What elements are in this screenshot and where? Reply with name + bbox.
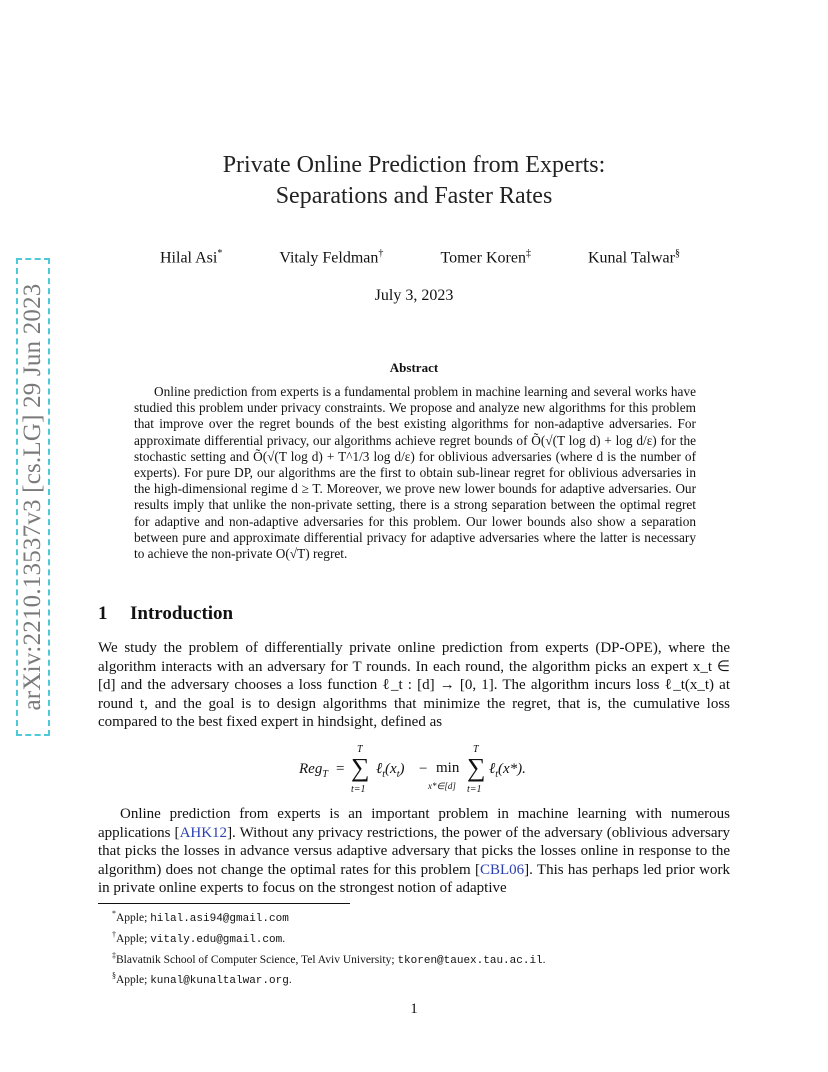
sum-upper-limit: T: [473, 744, 479, 755]
section-title: Introduction: [130, 603, 234, 624]
author: Hilal Asi*: [160, 248, 223, 267]
email-link[interactable]: kunal@kunaltalwar.org: [150, 975, 289, 988]
arxiv-stamp[interactable]: [16, 258, 50, 736]
footnotes: [112, 906, 546, 989]
abstract-text: Online prediction from experts is a fundamental problem in machine learning and several works have studied this problem under privacy constraints. We propose and analyze new algorithms for this problem that improve over the regret bounds of the best existing algorithms for non-adaptive adversaries. For approximate differential privacy, our algorithms achieve regret bounds of Õ(√(T log d) + log d/ε) for the stochastic setting and Õ(√(T log d) + T^1/3 log d/ε) for oblivious adversaries (where d is the number of experts). For pure DP, our algorithms are the first to obtain sub-linear regret for oblivious adversaries in the high-dimensional regime d ≥ T. Moreover, we prove new lower bounds for adaptive adversaries. Our results imply that unlike the non-private setting, there is a strong separation between the optimal regret for adaptive and non-adaptive adversaries for this problem. Our lower bounds also show a separation between pure and approximate differential privacy for adaptive adversaries where the latter is necessary to achieve the non-private O(√T) regret.: [134, 384, 696, 562]
paragraph-text: We study the problem of differentially private online prediction from experts (DP-OPE), where the algorithm interacts with an adversary for T rounds. In each round, the algorithm picks an expert x_t ∈ [d] and the adversary chooses a loss function ℓ_t : [d] → [0, 1]. The algorithm incurs loss ℓ_t(x_t) at round t, and the goal is to design algorithms that minimize the regret, that is, the cumulative loss compared to the best fixed expert in hindsight, defined as: [98, 640, 730, 730]
equals-sign: =: [336, 761, 345, 777]
citation-link[interactable]: AHK12: [179, 824, 228, 841]
footnote-mark[interactable]: †: [378, 248, 384, 259]
title-line-1: Private Online Prediction from Experts:: [222, 152, 606, 178]
paragraph-text: Online prediction from experts is an important problem in machine learning with numerous applications [AHK12]. Without any privacy restrictions, the power of the adversary (oblivious adversary that picks the losses in advance versus adaptive adversary that picks the losses online in response to the algorithm) does not change the optimal rates for this problem [CBL06]. This has perhaps led prior work in private online experts to focus on the strongest notion of adaptive: [98, 806, 731, 896]
min-subscript: x*∈[d]: [428, 781, 456, 791]
footnote-mark[interactable]: ‡: [525, 248, 531, 259]
intro-paragraph-1: [98, 639, 730, 732]
author: Vitaly Feldman†: [279, 248, 384, 267]
email-link[interactable]: hilal.asi94@gmail.com: [150, 912, 289, 925]
citation-link[interactable]: CBL06: [479, 861, 525, 878]
author: Tomer Koren‡: [440, 248, 531, 267]
paper-date: July 3, 2023: [374, 287, 454, 304]
min-operator: min: [436, 760, 460, 776]
title-line-2: Separations and Faster Rates: [275, 183, 553, 209]
sum-upper-limit: T: [357, 744, 363, 755]
section-heading: [98, 603, 233, 625]
equation-lhs: Reg$_T$: [299, 761, 328, 780]
regret-equation: [0, 744, 828, 798]
sum-symbol: ∑: [351, 753, 370, 782]
intro-paragraph-2: [98, 805, 730, 898]
footnote-mark[interactable]: *: [217, 248, 223, 259]
paper-title: [0, 150, 828, 212]
email-link[interactable]: vitaly.edu@gmail.com: [150, 933, 283, 946]
minus-sign: −: [419, 761, 428, 777]
arxiv-identifier[interactable]: arXiv:2210.13537v3 [cs.LG] 29 Jun 2023: [19, 283, 46, 711]
sum-symbol: ∑: [467, 753, 486, 782]
sum-lower-limit: t=1: [467, 784, 482, 795]
footnote-mark[interactable]: §: [674, 248, 680, 259]
sum-lower-limit: t=1: [351, 784, 366, 795]
footnote: ‡Blavatnik School of Computer Science, Tel Aviv University; tkoren@tauex.tau.ac.il.: [112, 950, 546, 967]
author: Kunal Talwar§: [587, 248, 680, 267]
loss-term: $\ell_t(x_t)$: [376, 761, 405, 780]
abstract-body: [134, 384, 696, 562]
abstract-heading: Abstract: [389, 360, 439, 375]
footnote: *Apple; hilal.asi94@gmail.com: [112, 909, 289, 925]
footnote: †Apple; vitaly.edu@gmail.com.: [112, 929, 286, 946]
footnote: §Apple; kunal@kunaltalwar.org.: [112, 971, 292, 988]
section-number: 1: [98, 603, 108, 624]
email-link[interactable]: tkoren@tauex.tau.ac.il: [397, 954, 543, 967]
page-number: 1: [410, 1001, 418, 1017]
footnote-divider: [98, 903, 350, 904]
author-list: [160, 248, 680, 267]
loss-term: ℓ$_t$(x*).: [489, 761, 526, 780]
